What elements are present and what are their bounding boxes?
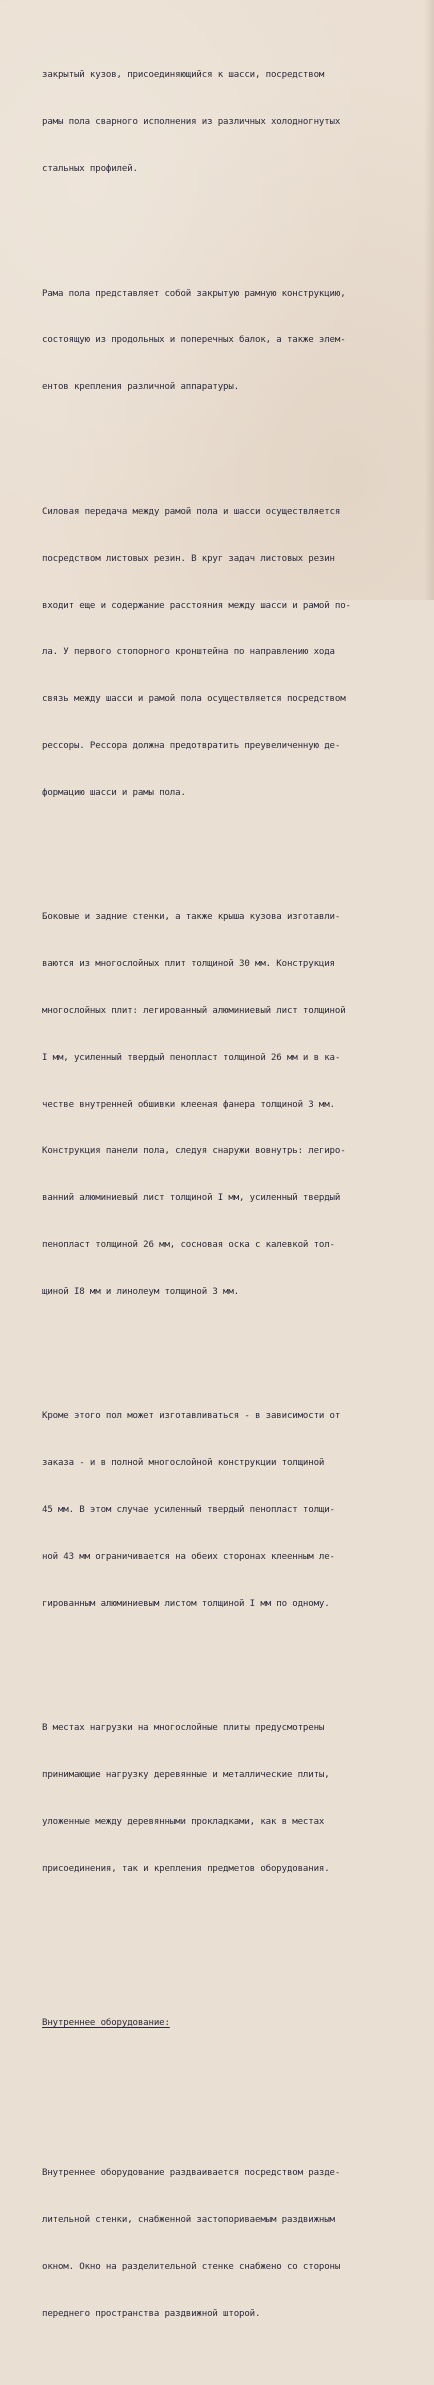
text-line: В местах нагрузки на многослойные плиты предусмотрены (42, 1723, 325, 1734)
text-line: рессоры. Рессора должна предотвратить преувеличенную де- (42, 740, 341, 751)
paragraph-floor-frame (42, 256, 424, 428)
text-line: принимающие нагрузку деревянные и металлические плиты, (42, 1770, 330, 1781)
text-line: входит еще и содержание расстояния между шасси и рамой по- (42, 600, 351, 611)
text-line: гированным алюминиевым листом толщиной I мм по одному. (42, 1598, 330, 1609)
text-line: Силовая передача между рамой пола и шасси осуществляется (42, 507, 341, 517)
text-line: посредством листовых резин. В круг задач листовых резин (42, 553, 335, 564)
text-line: состоящую из продольных и поперечных балок, а также элем- (42, 335, 346, 346)
paragraph-interior (42, 2135, 424, 2353)
text-line: переднего пространства раздвижной шторой. (42, 2308, 261, 2319)
typed-text-body (42, 6, 424, 2385)
text-line: честве внутренней обшивки клееная фанера толщиной 3 мм. (42, 1099, 335, 1110)
text-line: Конструкция панели пола, следуя снаружи вовнутрь: легиро- (42, 1146, 346, 1157)
text-line: уложенные между деревянными прокладками, как в местах (42, 1816, 325, 1827)
section-gap (42, 1955, 424, 1969)
text-line: окном. Окно на разделительной стенке снабжено со стороны (42, 2261, 341, 2272)
text-line: пенопласт толщиной 26 мм, сосновая оска с кaлевкой тол- (42, 1239, 335, 1250)
paragraph-body-connection (42, 37, 424, 209)
paragraph-walls-roof (42, 879, 424, 1331)
text-line: ванний алюминиевый лист толщиной I мм, усиленный твердый (42, 1193, 341, 1204)
paragraph-force-transmission (42, 474, 424, 833)
text-line: Боковые и задние стенки, а также крыша кузова изготавли- (42, 912, 341, 923)
section-heading: Внутреннее оборудование: (42, 2018, 170, 2028)
text-line: ваются из многослойных плит толщиной 30 мм. Конструкция (42, 959, 335, 970)
text-line: щиной I8 мм и линолеум толщиной 3 мм. (42, 1286, 240, 1297)
text-line: Кроме этого пол может изготавливаться - в зависимости от (42, 1411, 341, 1422)
text-line: Рама пола представляет собой закрытую рамную конструкцию, (42, 288, 346, 299)
text-line: закрытый кузов, присоединяющийся к шасси, посредством (42, 70, 325, 81)
text-line: лительной стенки, снабженной застопориваемым раздвижным (42, 2215, 335, 2226)
text-line: ентов крепления различной аппаратуры. (42, 382, 240, 393)
text-line: присоединения, так и крепления предметов оборудования. (42, 1863, 330, 1874)
text-line: формацию шасси и рамы пола. (42, 787, 186, 798)
text-line: стальных профилей. (42, 163, 138, 174)
section-gap (42, 2078, 424, 2088)
text-line: многослойных плит: легированный алюминиевый лист толщиной (42, 1006, 346, 1016)
paragraph-floor-option (42, 1378, 424, 1643)
text-line: заказа - и в полной многослойной конструкции толщиной (42, 1458, 325, 1469)
text-line: 45 мм. В этом случае усиленный твердый пенопласт толщи- (42, 1505, 335, 1515)
text-line: ной 43 мм ограничивается на обеих сторонах клеенным ле- (42, 1551, 335, 1562)
text-line: связь между шасси и рамой пола осуществляется посредством (42, 694, 346, 705)
page-edge-shadow (424, 0, 434, 600)
text-line: Внутреннее оборудование раздваивается посредством разде- (42, 2168, 341, 2179)
paragraph-load-points (42, 1690, 424, 1908)
text-line: рамы пола сварного исполнения из различных холодногнутых (42, 117, 341, 128)
text-line: I мм, усиленный твердый пенопласт толщиной 26 мм и в ка- (42, 1052, 341, 1063)
text-line: ла. У первого стопорного кронштейна по направлению хода (42, 647, 335, 658)
